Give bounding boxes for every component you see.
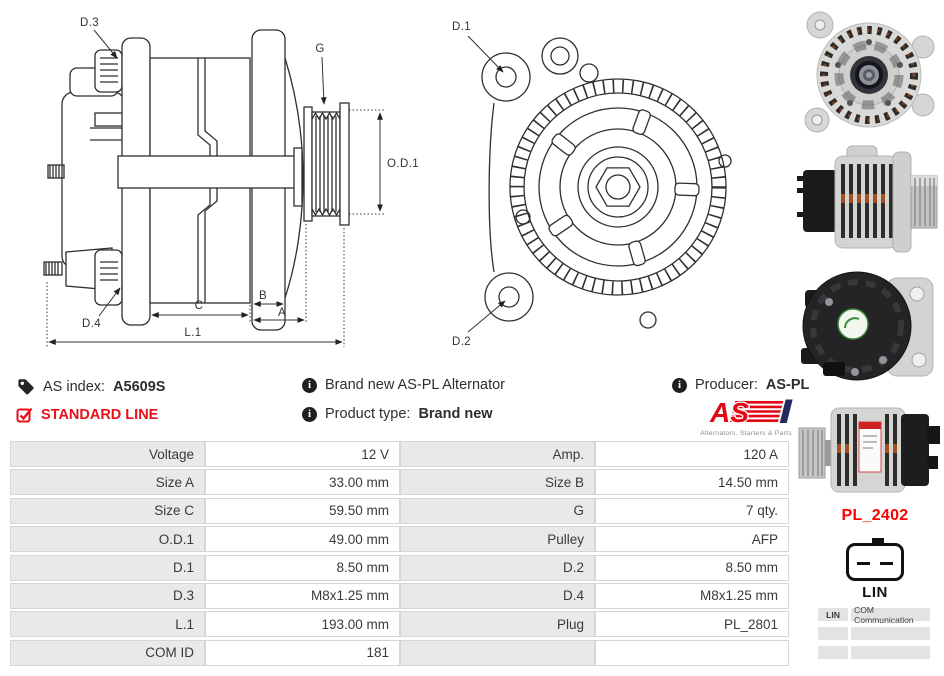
- dim-label-od1: O.D.1: [387, 158, 420, 170]
- spec-label-cell: Amp.: [400, 441, 595, 467]
- product-photo-front: [795, 5, 944, 140]
- com-table-empty-cell: [818, 627, 848, 640]
- as-index-label: AS index:: [43, 378, 106, 395]
- dim-label-l1: L.1: [184, 327, 202, 339]
- tag-icon: [16, 377, 35, 396]
- spec-value-cell: PL_2801: [595, 611, 789, 637]
- product-photo-side-right: [795, 142, 944, 260]
- checkbox-checked-icon: [16, 406, 33, 423]
- spec-label-cell: D.2: [400, 555, 595, 581]
- producer-value: AS-PL: [765, 377, 810, 393]
- dim-label-d4: D.4: [82, 318, 102, 330]
- plug-code: PL_2402: [841, 507, 909, 524]
- spec-label-cell: G: [400, 498, 595, 524]
- front-view-drawing: [452, 21, 731, 348]
- spec-value-cell: 7 qty.: [595, 498, 789, 524]
- technical-drawings: [0, 0, 790, 370]
- spec-label-cell: D.1: [10, 555, 205, 581]
- product-type-label: Product type:: [325, 406, 411, 422]
- spec-label-cell: Pulley: [400, 526, 595, 552]
- product-type-value: Brand new: [418, 406, 493, 422]
- logo-as-text: AS: [710, 398, 749, 424]
- spec-label-cell: D.4: [400, 583, 595, 609]
- spec-value-cell: 8.50 mm: [595, 555, 789, 581]
- dim-label-d2: D.2: [452, 336, 472, 348]
- spec-label-cell: L.1: [10, 611, 205, 637]
- dim-label-b: B: [258, 290, 268, 302]
- spec-value-cell: [595, 640, 789, 666]
- producer-label: Producer:: [695, 377, 758, 393]
- spec-value-cell: 12 V: [205, 441, 400, 467]
- brand-new-text: Brand new AS-PL Alternator: [325, 377, 506, 393]
- as-index-value: A5609S: [113, 378, 166, 395]
- spec-value-cell: 120 A: [595, 441, 789, 467]
- com-communication-table: [818, 604, 930, 659]
- side-view-drawing: [44, 17, 419, 347]
- spec-value-cell: 33.00 mm: [205, 469, 400, 495]
- as-pl-logo-icon: [696, 398, 796, 424]
- product-type-row: [302, 406, 493, 422]
- spec-label-cell: D.3: [10, 583, 205, 609]
- spec-value-cell: M8x1.25 mm: [205, 583, 400, 609]
- spec-label-cell: Size C: [10, 498, 205, 524]
- producer-row: [672, 377, 809, 393]
- dim-label-c: C: [194, 300, 204, 312]
- spec-value-cell: M8x1.25 mm: [595, 583, 789, 609]
- product-line-row: [16, 406, 158, 423]
- logo-tagline: Alternators, Starters & Parts: [700, 430, 792, 437]
- product-photo-rear: [795, 262, 944, 390]
- plug-type-label: LIN: [862, 584, 888, 601]
- spec-label-cell: [400, 640, 595, 666]
- info-icon: [302, 407, 317, 422]
- as-index-row: [16, 377, 165, 396]
- spec-label-cell: Size B: [400, 469, 595, 495]
- spec-value-cell: 181: [205, 640, 400, 666]
- as-pl-logo: [693, 398, 799, 437]
- spec-table: [10, 441, 789, 666]
- dim-label-d3: D.3: [80, 17, 100, 29]
- spec-label-cell: Plug: [400, 611, 595, 637]
- com-table-empty-cell: [851, 646, 930, 659]
- info-icon: [302, 378, 317, 393]
- standard-line-label: STANDARD LINE: [41, 406, 159, 423]
- com-table-protocol-cell: LIN: [818, 608, 848, 621]
- dim-label-d1: D.1: [452, 21, 472, 33]
- dim-label-g: G: [315, 43, 325, 55]
- plug-connector-icon: [846, 543, 904, 581]
- spec-value-cell: 49.00 mm: [205, 526, 400, 552]
- dim-label-a: A: [277, 307, 287, 319]
- product-photo-side-left: [795, 400, 944, 500]
- com-table-description-cell: COM Communication: [851, 608, 930, 621]
- spec-label-cell: COM ID: [10, 640, 205, 666]
- spec-label-cell: O.D.1: [10, 526, 205, 552]
- spec-value-cell: 59.50 mm: [205, 498, 400, 524]
- spec-label-cell: Voltage: [10, 441, 205, 467]
- com-table-empty-cell: [818, 646, 848, 659]
- info-icon: [672, 378, 687, 393]
- spec-value-cell: AFP: [595, 526, 789, 552]
- spec-label-cell: Size A: [10, 469, 205, 495]
- spec-value-cell: 193.00 mm: [205, 611, 400, 637]
- spec-value-cell: 14.50 mm: [595, 469, 789, 495]
- brand-new-row: [302, 377, 505, 393]
- com-table-empty-cell: [851, 627, 930, 640]
- spec-value-cell: 8.50 mm: [205, 555, 400, 581]
